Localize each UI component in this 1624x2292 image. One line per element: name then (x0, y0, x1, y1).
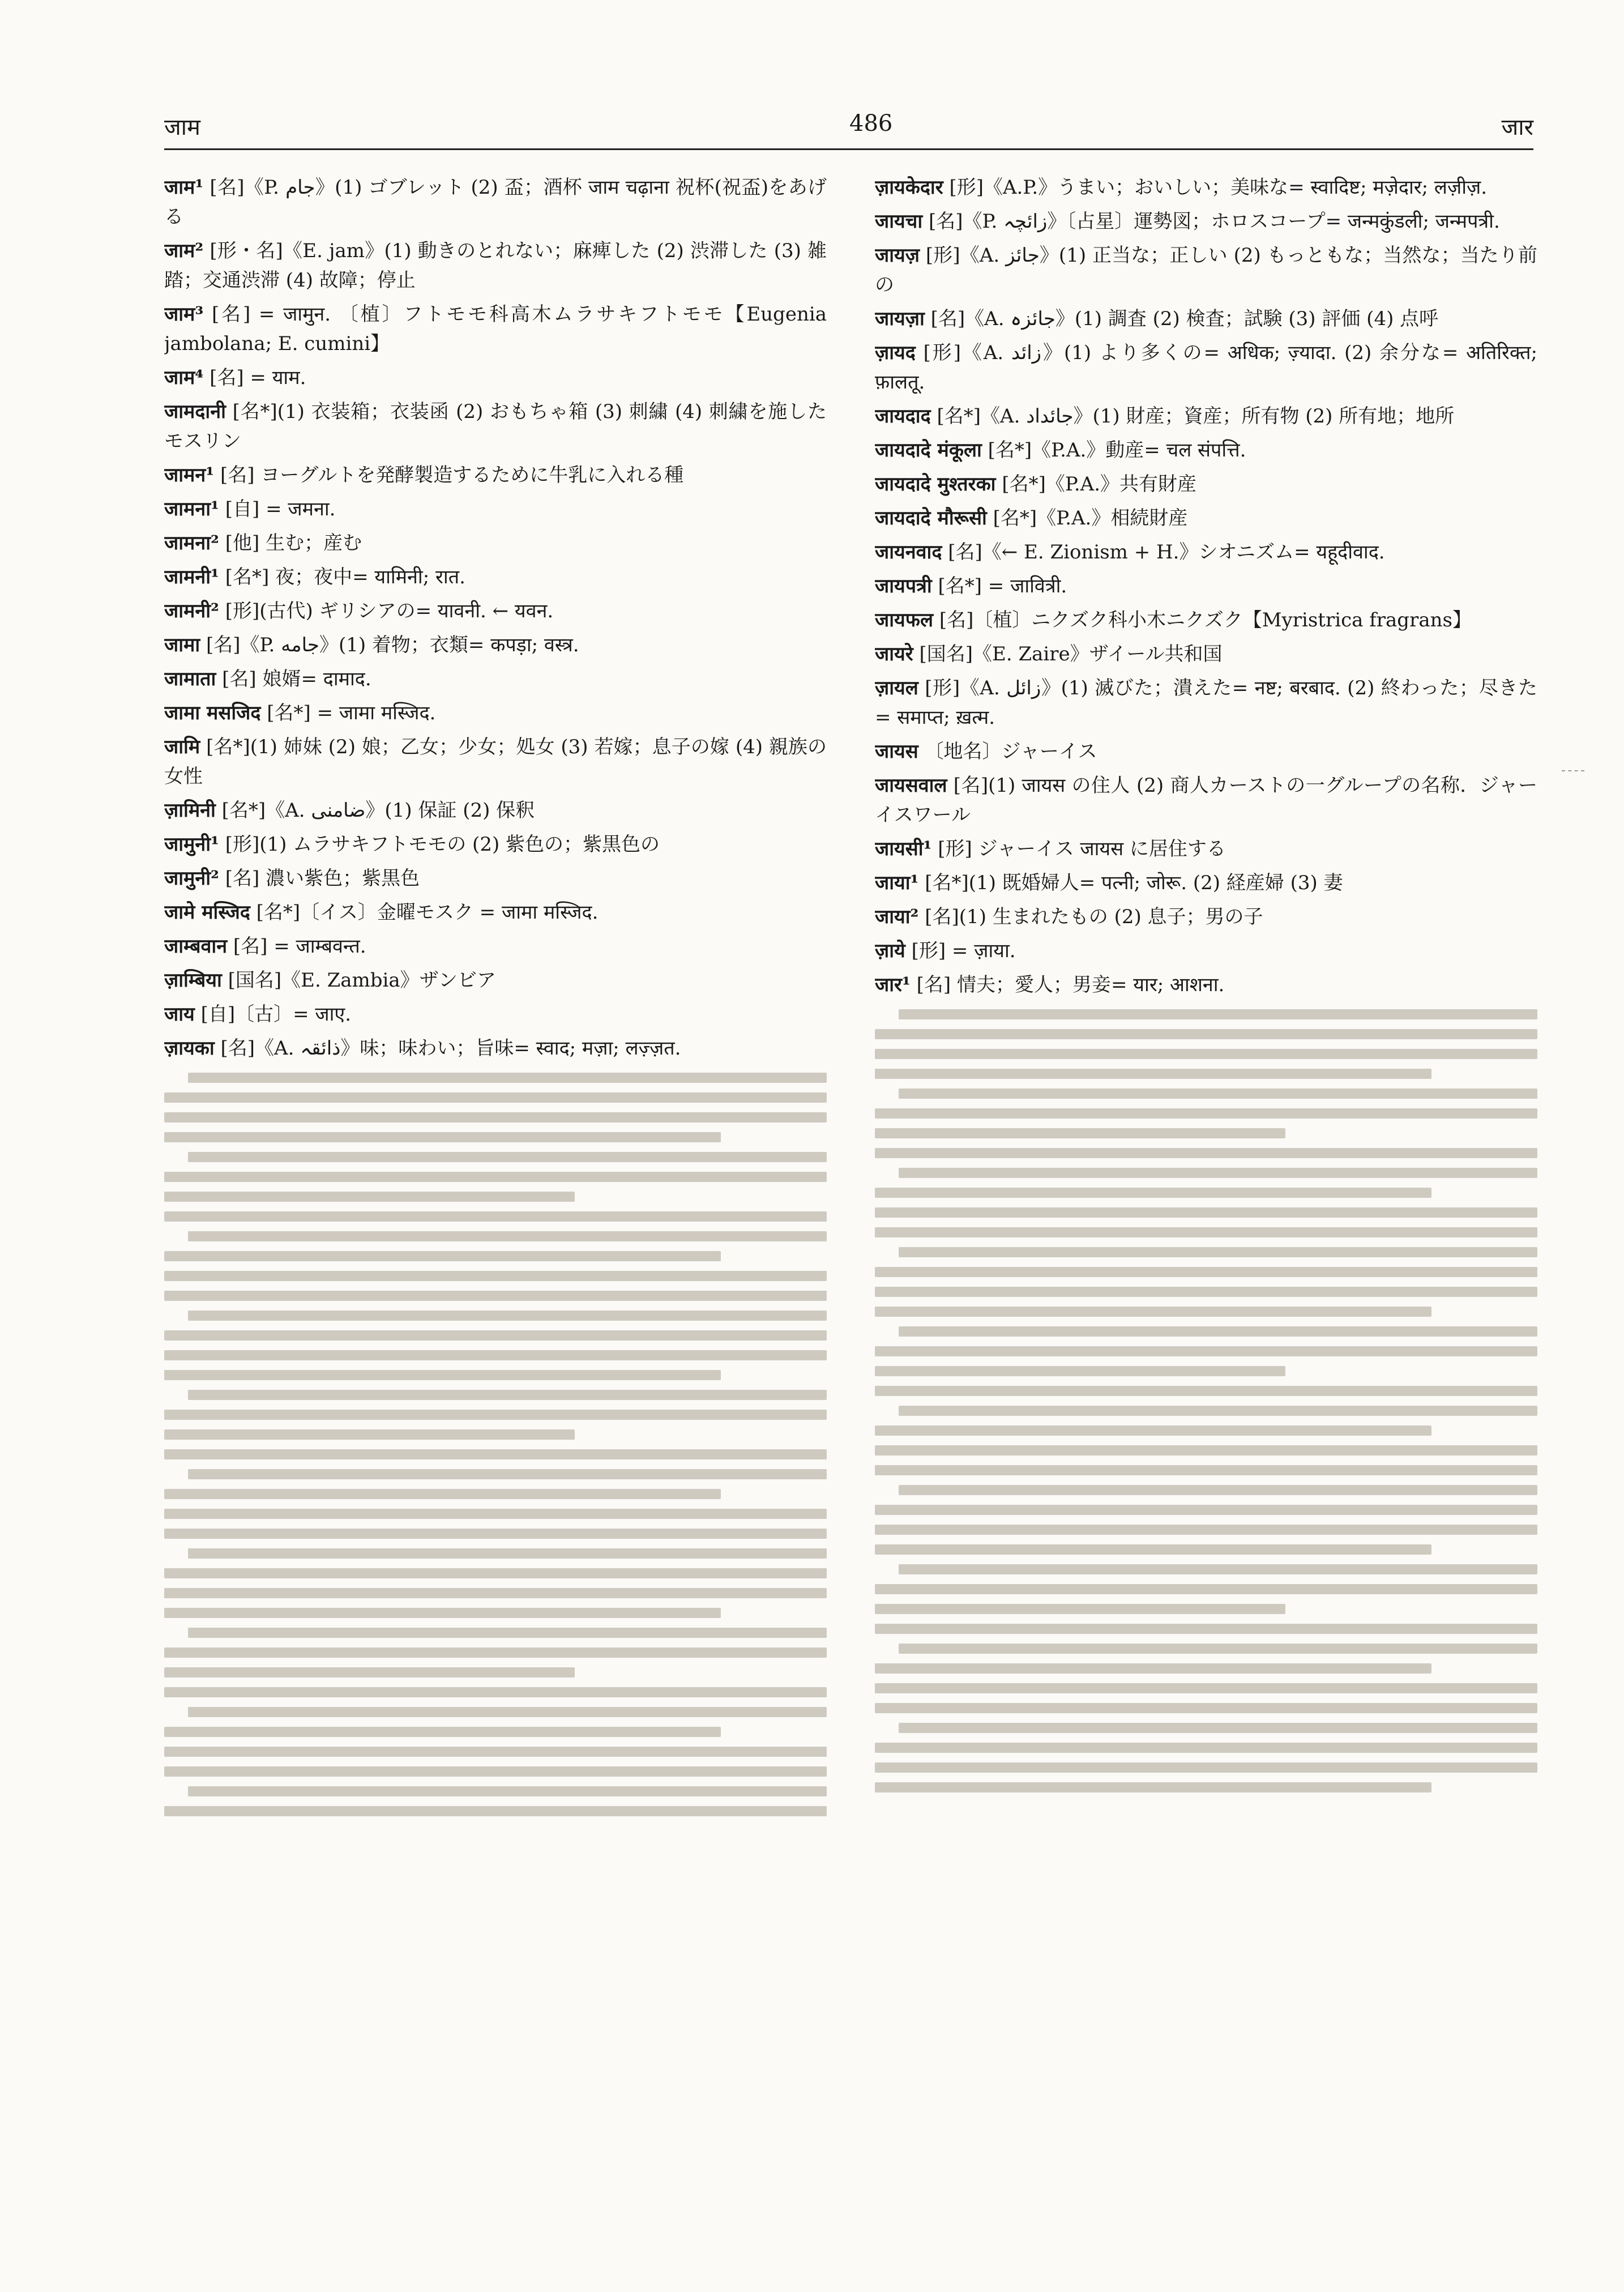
unreadable-text-line (875, 1505, 1537, 1515)
dictionary-entry (164, 898, 827, 927)
unreadable-text-line (164, 1370, 721, 1380)
unreadable-text-line (164, 1766, 827, 1777)
unreadable-text-line (188, 1231, 827, 1241)
entry-headword: जामुनी¹ (164, 833, 219, 856)
entry-definition: [名]〔植〕ニクズク科小木ニクズク【Myristrica fragrans】 (939, 609, 1472, 631)
unreadable-text-line (164, 1350, 827, 1360)
entry-definition: [他] 生む；産む (225, 532, 362, 554)
entry-headword: जाम⁴ (164, 366, 204, 389)
dictionary-entry (164, 300, 827, 358)
entry-headword: जार¹ (875, 974, 911, 996)
entry-definition: [名](1) जायस の住人 (2) 商人カーストの一グループの名称．ジャーイスワール (875, 774, 1537, 826)
dictionary-entry (875, 737, 1537, 766)
dictionary-entry (164, 664, 827, 694)
unreadable-text-line (875, 1207, 1537, 1218)
unreadable-text-line (899, 1089, 1537, 1099)
entry-headword: जायदाद (875, 405, 931, 428)
left-guide-word: जाम (164, 114, 200, 140)
left-column-entries (164, 173, 827, 1063)
entry-definition: [名*]《P.A.》共有財産 (1002, 473, 1196, 496)
entry-definition: [名] = जामुन. 〔植〕フトモモ科高木ムラサキフトモモ【Eugenia jambolana; E. cumini】 (164, 303, 827, 355)
entry-definition: [名]《P. جام》(1) ゴブレット (2) 盃；酒杯 जाम चढ़ाना 祝杯(祝盃)をあげる (164, 176, 827, 228)
dictionary-entry (164, 864, 827, 893)
left-column-unreadable-text (164, 1073, 827, 1816)
entry-headword: जायरे (875, 643, 913, 665)
entry-headword: जाय (164, 1003, 195, 1026)
entry-headword: ज़ायका (164, 1037, 215, 1060)
entry-definition: [名*]《P.A.》相続財産 (993, 507, 1188, 530)
right-guide-word: जार (1501, 114, 1533, 140)
dictionary-entry (164, 830, 827, 859)
unreadable-text-line (875, 1445, 1537, 1456)
entry-definition: [名*]《A. جائداد》(1) 財産；資産；所有物 (2) 所有地；地所 (937, 405, 1455, 428)
entry-headword: ज़ायल (875, 677, 918, 699)
unreadable-text-line (899, 1485, 1537, 1495)
entry-headword: जायज़ा (875, 308, 925, 330)
entry-definition: 〔地名〕ジャーイス (924, 740, 1097, 763)
unreadable-text-line (875, 1108, 1537, 1119)
entry-definition: [形]《A. زائد》(1) より多くの= अधिक; ज़्यादा. (2) 余分な= अतिरिक्त; फ़ालतू. (875, 342, 1537, 394)
entry-definition: [名] 娘婿= दामाद. (222, 668, 371, 690)
right-column-entries (875, 173, 1537, 1000)
header-rule (164, 148, 1533, 150)
entry-definition: [名*]〔イス〕金曜モスク = जामा मस्जिद. (256, 901, 599, 924)
unreadable-text-line (164, 1588, 827, 1598)
left-column (164, 173, 827, 2212)
unreadable-text-line (164, 1112, 827, 1122)
unreadable-text-line (164, 1211, 827, 1222)
entry-headword: जायसी¹ (875, 838, 932, 860)
dictionary-entry (875, 639, 1537, 669)
entry-definition: [名*] = जावित्री. (938, 575, 1067, 597)
dictionary-entry (875, 470, 1537, 499)
entry-definition: [形] ジャーイス जायस に居住する (938, 838, 1226, 860)
entry-definition: [自]〔古〕= जाए. (200, 1003, 352, 1026)
entry-headword: जाया¹ (875, 872, 919, 894)
dictionary-entry (164, 528, 827, 558)
unreadable-text-line (899, 1326, 1537, 1337)
unreadable-text-line (875, 1029, 1537, 1039)
entry-definition: [国名]《E. Zambia》ザンビア (228, 969, 496, 992)
entry-definition: [名] = जाम्बवन्त. (233, 935, 366, 958)
entry-definition: [名*]《P.A.》動産= चल संपत्ति. (988, 439, 1246, 462)
unreadable-text-line (164, 1132, 721, 1142)
unreadable-text-line (875, 1287, 1537, 1297)
unreadable-text-line (875, 1683, 1537, 1693)
margin-mark (1562, 770, 1584, 771)
unreadable-text-line (164, 1429, 575, 1440)
entry-headword: जामना¹ (164, 498, 219, 520)
entry-headword: जाम³ (164, 303, 204, 326)
dictionary-entry (875, 241, 1537, 300)
dictionary-entry (875, 402, 1537, 431)
entry-definition: [名] 情夫；愛人；男妾= यार; आशना. (916, 974, 1225, 996)
entry-definition: [名*] = जामा मस्जिद. (267, 702, 436, 724)
entry-headword: जामनी² (164, 600, 219, 622)
entry-definition: [名*](1) 姉妹 (2) 娘；乙女；少女；処女 (3) 若嫁；息子の嫁 (4) 親族の女性 (164, 736, 827, 788)
entry-headword: ज़ामिनी (164, 799, 216, 822)
unreadable-text-line (164, 1747, 827, 1757)
unreadable-text-line (875, 1307, 1431, 1317)
unreadable-text-line (875, 1465, 1537, 1475)
dictionary-entry (164, 1034, 827, 1063)
dictionary-entry (875, 834, 1537, 864)
entry-definition: [形]《A. زائل》(1) 滅びた；潰えた= नष्ट; बरबाद. (2) 終わった；尽きた= समाप्त; ख़त्म. (875, 677, 1537, 729)
entry-headword: जामा मसजिद (164, 702, 261, 724)
dictionary-entry (164, 732, 827, 791)
entry-headword: जायफल (875, 609, 934, 631)
running-header (164, 99, 1533, 150)
entry-definition: [名*](1) 既婚婦人= पत्नी; जोरू. (2) 経産婦 (3) 妻 (925, 872, 1343, 894)
dictionary-entry (875, 868, 1537, 898)
unreadable-text-line (188, 1469, 827, 1479)
entry-headword: जामा (164, 634, 200, 656)
unreadable-text-line (899, 1406, 1537, 1416)
entry-definition: [名]《P. زائچہ》〔占星〕運勢図；ホロスコープ= जन्मकुंडली; जन्मपत्री. (928, 210, 1500, 233)
unreadable-text-line (875, 1386, 1537, 1396)
entry-definition: [自] = जमना. (225, 498, 336, 520)
unreadable-text-line (875, 1525, 1537, 1535)
unreadable-text-line (164, 1410, 827, 1420)
entry-definition: [名](1) 生まれたもの (2) 息子；男の子 (925, 906, 1263, 928)
dictionary-entry (164, 698, 827, 728)
unreadable-text-line (875, 1425, 1431, 1436)
unreadable-text-line (899, 1009, 1537, 1019)
entry-headword: जामे मस्जिद (164, 901, 250, 924)
unreadable-text-line (875, 1128, 1285, 1138)
entry-headword: जामनी¹ (164, 566, 219, 588)
unreadable-text-line (164, 1489, 721, 1499)
dictionary-entry (875, 503, 1537, 533)
entry-definition: [国名]《E. Zaire》ザイール共和国 (919, 643, 1223, 665)
unreadable-text-line (164, 1251, 721, 1261)
entry-headword: जायदादे मंकूला (875, 439, 982, 462)
dictionary-entry (875, 605, 1537, 635)
dictionary-entry (164, 596, 827, 626)
entry-headword: जायदादे मौरूसी (875, 507, 987, 530)
unreadable-text-line (164, 1667, 575, 1678)
entry-definition: [形](古代) ギリシアの= यावनी. ← यवन. (225, 600, 554, 622)
dictionary-entry (164, 966, 827, 995)
entry-headword: जायदादे मुश्तरका (875, 473, 996, 496)
unreadable-text-line (875, 1743, 1537, 1753)
entry-definition: [名]《A. ذائقہ》味；味わい；旨味= स्वाद; मज़ा; लज़्ज़त. (220, 1037, 681, 1060)
entry-definition: [名] = याम. (210, 366, 306, 389)
unreadable-text-line (164, 1727, 721, 1737)
entry-headword: ज़ाये (875, 940, 905, 962)
entry-definition: [形]《A.P.》うまい；おいしい；美味な= स्वादिष्ट; मज़ेदार; लज़ीज़. (949, 176, 1488, 199)
dictionary-entry (164, 494, 827, 524)
unreadable-text-line (188, 1628, 827, 1638)
entry-headword: जाया² (875, 906, 919, 928)
unreadable-text-line (875, 1366, 1285, 1376)
dictionary-entry (875, 537, 1537, 567)
entry-definition: [名] ヨーグルトを発酵製造するために牛乳に入れる種 (220, 464, 684, 486)
unreadable-text-line (188, 1390, 827, 1400)
unreadable-text-line (164, 1806, 827, 1816)
unreadable-text-line (875, 1782, 1431, 1792)
entry-headword: ज़ाम्बिया (164, 969, 222, 992)
entry-headword: जामदानी (164, 400, 226, 423)
dictionary-entry (875, 207, 1537, 236)
entry-headword: जामाता (164, 668, 216, 690)
entry-definition: [名*](1) 衣装箱；衣装函 (2) おもちゃ箱 (3) 刺繍 (4) 刺繍を施したモスリン (164, 400, 827, 453)
unreadable-text-line (899, 1723, 1537, 1733)
dictionary-entry (164, 1000, 827, 1029)
unreadable-text-line (164, 1647, 827, 1658)
entry-headword: ज़ायद (875, 342, 916, 364)
entry-definition: [形] = ज़ाया. (911, 940, 1016, 962)
entry-definition: [名*]《A. ضامنی》(1) 保証 (2) 保釈 (221, 799, 535, 822)
dictionary-entry (875, 673, 1537, 732)
unreadable-text-line (164, 1687, 827, 1697)
unreadable-text-line (875, 1049, 1537, 1059)
unreadable-text-line (899, 1644, 1537, 1654)
unreadable-text-line (875, 1584, 1537, 1594)
unreadable-text-line (164, 1271, 827, 1281)
entry-headword: जायचा (875, 210, 923, 233)
entry-headword: जायस (875, 740, 918, 763)
entry-headword: जाम² (164, 240, 204, 262)
dictionary-entry (164, 460, 827, 490)
unreadable-text-line (875, 1346, 1537, 1356)
right-column-unreadable-text (875, 1009, 1537, 1792)
dictionary-entry (875, 304, 1537, 334)
unreadable-text-line (164, 1529, 827, 1539)
unreadable-text-line (188, 1786, 827, 1796)
right-column (875, 173, 1537, 2212)
unreadable-text-line (188, 1073, 827, 1083)
entry-definition: [名]《A. جائزہ》(1) 調査 (2) 検査；試験 (3) 評価 (4) 点呼 (930, 308, 1439, 330)
unreadable-text-line (899, 1247, 1537, 1257)
unreadable-text-line (875, 1762, 1537, 1773)
unreadable-text-line (875, 1703, 1537, 1713)
unreadable-text-line (164, 1192, 575, 1202)
dictionary-entry (164, 173, 827, 232)
entry-definition: [名]《← E. Zionism + H.》シオニズム= यहूदीवाद. (948, 541, 1385, 564)
dictionary-entry (875, 902, 1537, 932)
dictionary-entry (164, 363, 827, 392)
page-number: 486 (849, 110, 893, 136)
entry-definition: [形・名]《E. jam》(1) 動きのとれない；麻痺した (2) 渋滞した (3) 雑踏；交通渋滞 (4) 故障；停止 (164, 240, 827, 292)
unreadable-text-line (188, 1548, 827, 1559)
entry-definition: [名*] 夜；夜中= यामिनी; रात. (225, 566, 465, 588)
unreadable-text-line (188, 1311, 827, 1321)
dictionary-entry (875, 936, 1537, 966)
entry-headword: जामन¹ (164, 464, 215, 486)
entry-headword: जाम¹ (164, 176, 204, 199)
entry-definition: [形]《A. جائز》(1) 正当な；正しい (2) もっともな；当然な；当たり前の (875, 244, 1537, 296)
entry-headword: जायसवाल (875, 774, 947, 797)
unreadable-text-line (164, 1092, 827, 1103)
entry-headword: जायज़ (875, 244, 920, 267)
entry-headword: ज़ायकेदार (875, 176, 943, 199)
unreadable-text-line (875, 1148, 1537, 1158)
unreadable-text-line (899, 1168, 1537, 1178)
entry-headword: जाम्बवान (164, 935, 228, 958)
unreadable-text-line (164, 1509, 827, 1519)
dictionary-entry (875, 571, 1537, 601)
dictionary-entry (164, 796, 827, 825)
dictionary-entry (164, 397, 827, 456)
unreadable-text-line (875, 1227, 1537, 1237)
unreadable-text-line (875, 1624, 1537, 1634)
entry-headword: जामना² (164, 532, 219, 554)
dictionary-entry (164, 630, 827, 660)
unreadable-text-line (188, 1152, 827, 1162)
dictionary-entry (875, 771, 1537, 830)
unreadable-text-line (875, 1604, 1285, 1614)
dictionary-entry (164, 236, 827, 295)
unreadable-text-line (164, 1568, 827, 1578)
entry-definition: [名]《P. جامه》(1) 着物；衣類= कपड़ा; वस्त्र. (206, 634, 579, 656)
entry-headword: जायपत्री (875, 575, 932, 597)
dictionary-entry (164, 562, 827, 592)
dictionary-entry (875, 338, 1537, 397)
entry-definition: [名] 濃い紫色；紫黒色 (225, 867, 420, 890)
dictionary-entry (875, 970, 1537, 1000)
entry-headword: जामुनी² (164, 867, 219, 890)
dictionary-entry (164, 932, 827, 961)
unreadable-text-line (164, 1291, 827, 1301)
unreadable-text-line (875, 1188, 1431, 1198)
unreadable-text-line (164, 1608, 721, 1618)
entry-headword: जायनवाद (875, 541, 942, 564)
entry-definition: [形](1) ムラサキフトモモの (2) 紫色の；紫黒色の (225, 833, 660, 856)
unreadable-text-line (875, 1267, 1537, 1277)
dictionary-entry (875, 436, 1537, 465)
unreadable-text-line (875, 1544, 1431, 1555)
unreadable-text-line (188, 1707, 827, 1717)
unreadable-text-line (164, 1449, 827, 1459)
unreadable-text-line (164, 1330, 827, 1341)
dictionary-entry (875, 173, 1537, 202)
entry-headword: जामि (164, 736, 200, 758)
unreadable-text-line (899, 1564, 1537, 1574)
unreadable-text-line (875, 1069, 1431, 1079)
unreadable-text-line (875, 1663, 1431, 1674)
unreadable-text-line (164, 1172, 827, 1182)
